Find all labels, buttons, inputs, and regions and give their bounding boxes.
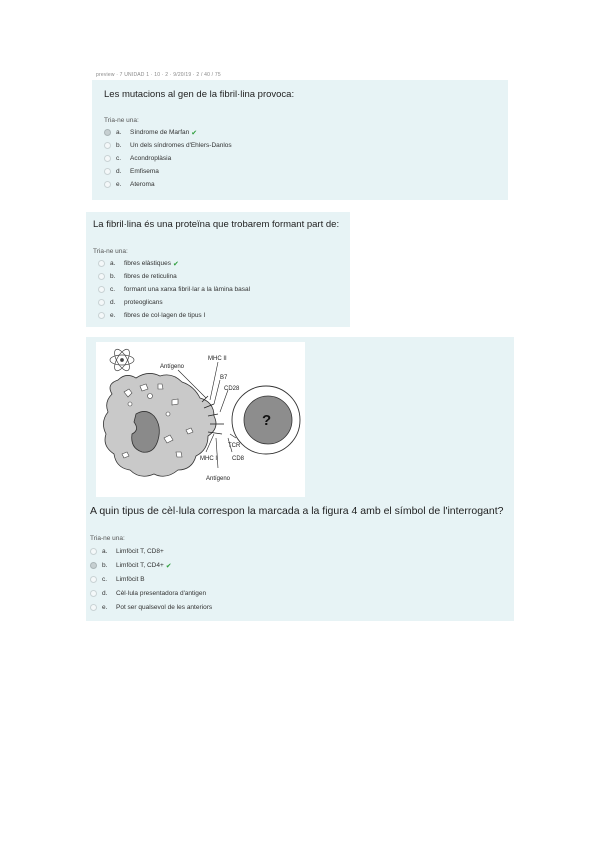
label-mhc-ii: MHC II <box>208 356 227 362</box>
question-text: A quin tipus de cèl·lula correspon la marcada a la figura 4 amb el símbol de l'interrogant? <box>90 505 504 517</box>
option-letter: c. <box>110 286 116 293</box>
option-letter: e. <box>110 312 116 319</box>
answer-option[interactable] <box>104 127 197 138</box>
answer-option[interactable] <box>98 258 179 269</box>
radio-button[interactable] <box>104 155 111 162</box>
answer-option[interactable] <box>98 297 163 308</box>
answer-option[interactable] <box>104 166 159 177</box>
option-letter: b. <box>116 142 122 149</box>
label-cd28: CD28 <box>224 386 240 392</box>
option-text: proteoglicans <box>124 299 163 306</box>
question-text: Les mutacions al gen de la fibril·lina provoca: <box>104 89 295 100</box>
answer-option[interactable] <box>104 179 155 190</box>
option-text: Síndrome de Marfan <box>130 129 190 136</box>
radio-button[interactable] <box>104 129 111 136</box>
option-letter: a. <box>110 260 116 267</box>
choose-one-label: Tria-ne una: <box>104 117 139 124</box>
option-text: Acondroplàsia <box>130 155 172 162</box>
radio-button[interactable] <box>104 181 111 188</box>
radio-button[interactable] <box>104 142 111 149</box>
label-antigen-top: Antígeno <box>160 364 185 370</box>
option-text: fibres de col·lagen de tipus I <box>124 312 206 319</box>
option-letter: a. <box>102 548 108 555</box>
checkmark-icon: ✔ <box>165 562 172 570</box>
option-letter: b. <box>110 273 116 280</box>
radio-button[interactable] <box>90 576 97 583</box>
option-letter: c. <box>102 576 108 583</box>
radio-button[interactable] <box>98 299 105 306</box>
option-text: Limfòcit T, CD4+ <box>116 562 164 569</box>
option-text: Ateroma <box>130 181 155 188</box>
option-text: Pot ser qualsevol de les anteriors <box>116 604 213 611</box>
option-text: formant una xarxa fibril·lar a la làmina basal <box>124 286 251 293</box>
label-question-mark: ? <box>262 412 272 429</box>
label-antigen-bottom: Antígeno <box>206 476 231 482</box>
answer-option[interactable] <box>98 310 205 321</box>
question-card-2 <box>86 212 350 327</box>
breadcrumb: preview · 7 UNIDAD 1 · 10 · 2 · 9/20/19 · 2 / 40 / 75 <box>96 72 221 78</box>
option-text: fibres elàstiques <box>124 260 171 267</box>
radio-button[interactable] <box>98 312 105 319</box>
label-tcr: TCR <box>228 443 241 449</box>
checkmark-icon: ✔ <box>172 260 179 268</box>
answer-option[interactable] <box>98 284 250 295</box>
option-letter: d. <box>110 299 116 306</box>
label-b7: B7 <box>220 375 228 381</box>
option-letter: d. <box>116 168 122 175</box>
option-text: fibres de reticulina <box>124 273 177 280</box>
radio-button[interactable] <box>104 168 111 175</box>
figure-drawing <box>96 342 305 497</box>
answer-option[interactable] <box>90 574 145 585</box>
checkmark-icon: ✔ <box>191 129 198 137</box>
option-text: Limfòcit B <box>116 576 145 583</box>
radio-button[interactable] <box>98 286 105 293</box>
answer-option[interactable] <box>104 140 232 151</box>
choose-one-label: Tria-ne una: <box>90 535 125 542</box>
option-letter: a. <box>116 129 122 136</box>
option-text: Un dels síndromes d'Ehlers-Danlos <box>130 142 232 149</box>
radio-button[interactable] <box>98 260 105 267</box>
label-cd8: CD8 <box>232 456 245 462</box>
option-letter: e. <box>116 181 122 188</box>
answer-option[interactable] <box>90 588 206 599</box>
answer-option[interactable] <box>90 546 164 557</box>
radio-button[interactable] <box>90 590 97 597</box>
label-mhc-i: MHC I <box>200 456 217 462</box>
radio-button[interactable] <box>90 562 97 569</box>
radio-button[interactable] <box>90 548 97 555</box>
answer-option[interactable] <box>98 271 177 282</box>
question-text: La fibril·lina és una proteïna que trobarem formant part de: <box>93 219 340 230</box>
choose-one-label: Tria-ne una: <box>93 248 128 255</box>
option-text: Emfisema <box>130 168 159 175</box>
option-text: Limfòcit T, CD8+ <box>116 548 164 555</box>
radio-button[interactable] <box>98 273 105 280</box>
figure-4-immune-synapse <box>96 342 305 497</box>
option-text: Cèl·lula presentadora d'antigen <box>116 590 207 597</box>
answer-option[interactable] <box>90 560 172 571</box>
option-letter: e. <box>102 604 108 611</box>
question-card-1 <box>92 80 508 200</box>
option-letter: d. <box>102 590 108 597</box>
answer-option[interactable] <box>90 602 212 613</box>
radio-button[interactable] <box>90 604 97 611</box>
option-letter: b. <box>102 562 108 569</box>
answer-option[interactable] <box>104 153 171 164</box>
option-letter: c. <box>116 155 122 162</box>
